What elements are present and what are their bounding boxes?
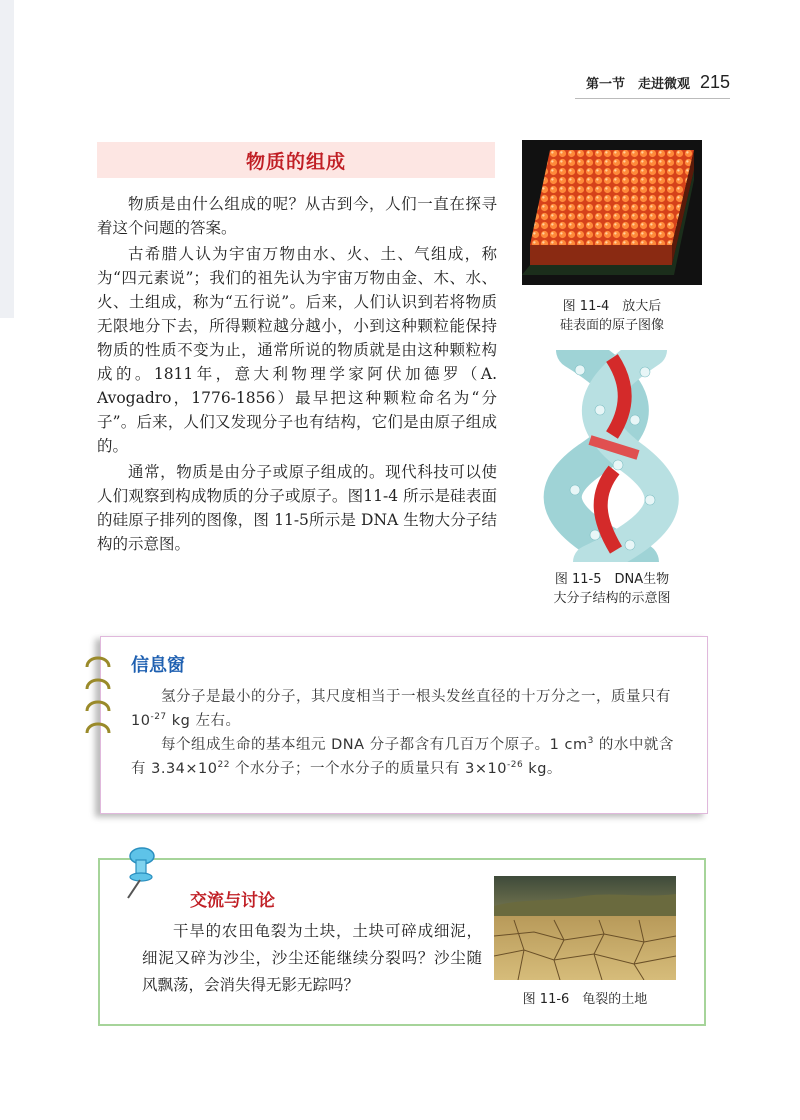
info-paragraph-1: 氢分子是最小的分子，其尺度相当于一根头发丝直径的十万分之一，质量只有 $10^{-27}$ kg 左右。 [131,689,671,729]
section-label: 第一节 走进微观 [585,77,690,92]
body-text [97,192,497,558]
pushpin-icon [118,846,158,900]
info-window [100,636,708,814]
info-window-body [131,685,681,781]
fig-11-4-caption-line1: 图 11-4 放大后 [562,299,662,314]
info-paragraph-2: 每个组成生命的基本组元 DNA 分子都含有几百万个原子。1 $cm^3$ 的水中就含有 $3.34\times 10^{22}$ 个水分子；一个水分子的质量只有 $3\times 10^{-26}$ kg。 [131,736,674,777]
paragraph-3: 通常，物质是由分子或原子组成的。现代科技可以使人们观察到构成物质的分子或原子。图11-4 所示是硅表面的硅原子排列的图像，图 11-5所示是 DNA 生物大分子结构的示意图。 [97,463,497,553]
binder-rings-icon [79,651,119,761]
fig-11-4-caption-line2: 硅表面的原子图像 [559,318,664,333]
silicon-surface-image [522,140,702,285]
fig-11-6-caption: 图 11-6 龟裂的土地 [522,992,648,1007]
fig-11-5-caption-line1: 图 11-5 DNA生物 [554,572,670,587]
discussion-title: 交流与讨论 [190,891,275,911]
section-title: 物质的组成 [245,150,346,173]
cracked-land-image [494,876,676,980]
discussion-paragraph: 干旱的农田龟裂为土块，土块可碎成细泥，细泥又碎为沙尘，沙尘还能继续分裂吗？沙尘随风飘荡，会消失得无影无踪吗？ [142,922,482,994]
discussion-text [142,918,482,999]
page-header [586,72,730,93]
paragraph-1: 物质是由什么组成的呢？从古到今，人们一直在探寻着这个问题的答案。 [97,195,497,237]
header-rule [575,98,730,99]
figure-11-5 [520,350,704,608]
dna-structure-image [520,350,704,562]
section-banner [97,142,495,178]
left-margin-strip [0,0,14,318]
info-window-title: 信息窗 [131,655,185,676]
fig-11-5-caption-line2: 大分子结构的示意图 [553,591,671,606]
figure-11-4 [522,140,702,335]
figure-11-6 [494,876,676,1009]
page-number: 215 [699,72,730,92]
paragraph-2: 古希腊人认为宇宙万物由水、火、土、气组成，称为“四元素说”；我们的祖先认为宇宙万物由金、木、水、火、土组成，称为“五行说”。后来，人们认识到若将物质无限地分下去，所得颗粒越分越小，小到这种颗粒能保持物质的性质不变为止，通常所说的物质就是由这种颗粒构成的。1811年，意大利物理学家阿伏加德罗（A. Avogadro，1776-1856）最早把这种颗粒命名为“分子”。后来，人们又发现分子也有结构，它们是由原子组成的。 [97,245,497,455]
